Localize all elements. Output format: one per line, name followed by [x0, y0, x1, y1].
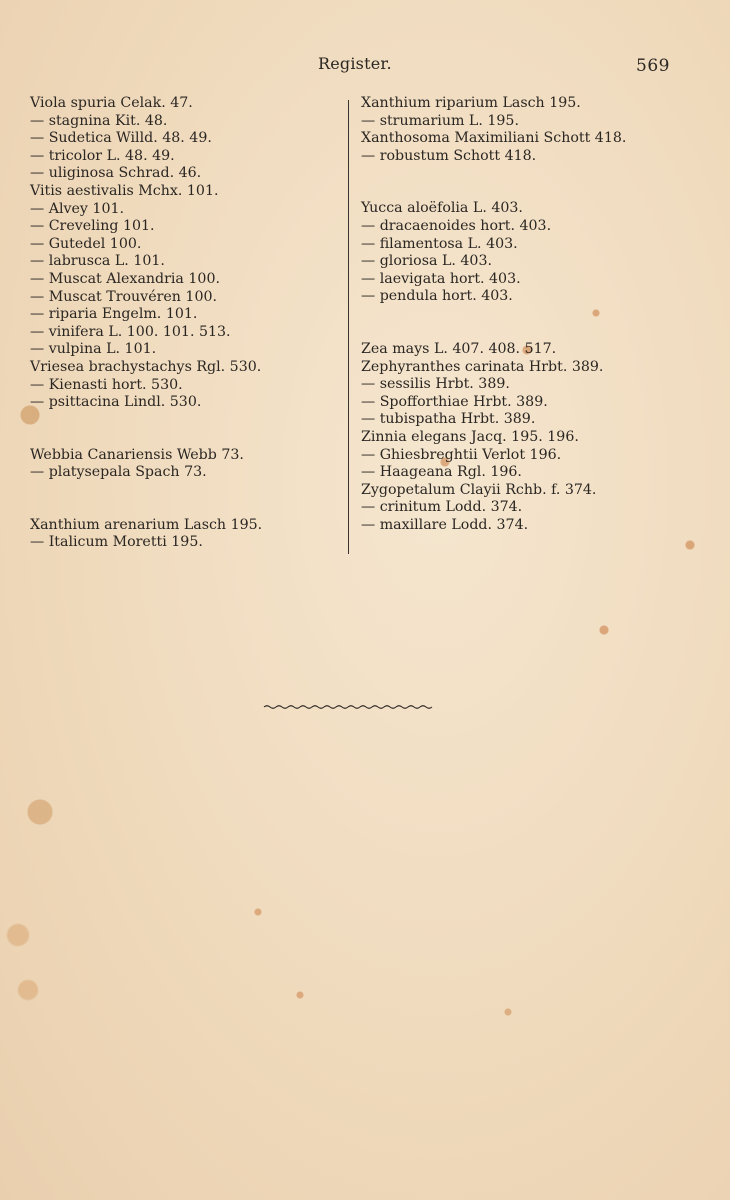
end-ornament-rule [262, 702, 434, 712]
index-entry: — riparia Engelm. 101. [30, 306, 198, 323]
index-entry: Yucca aloëfolia L. 403. [361, 200, 523, 217]
index-entry: — Haageana Rgl. 196. [361, 464, 522, 481]
index-entry: — gloriosa L. 403. [361, 253, 492, 270]
index-entry: — robustum Schott 418. [361, 147, 537, 164]
index-entry: — sessilis Hrbt. 389. [361, 376, 510, 393]
index-entry: Vitis aestivalis Mchx. 101. [30, 182, 219, 199]
index-column-left [30, 95, 262, 552]
index-entry: — Spofforthiae Hrbt. 389. [361, 393, 548, 410]
group-spacer [30, 412, 262, 447]
index-entry: — Kienasti hort. 530. [30, 376, 183, 393]
group-spacer [30, 482, 262, 517]
index-entry: — Sudetica Willd. 48. 49. [30, 130, 212, 147]
index-entry: — tricolor L. 48. 49. [30, 147, 175, 164]
index-group [30, 517, 262, 552]
index-entry: Zea mays L. 407. 408. 517. [361, 340, 557, 357]
index-entry: Vriesea brachystachys Rgl. 530. [30, 358, 262, 375]
group-spacer [361, 306, 626, 341]
index-entry: — Italicum Moretti 195. [30, 534, 203, 551]
index-entry: — tubispatha Hrbt. 389. [361, 411, 536, 428]
index-entry: — Creveling 101. [30, 218, 155, 235]
index-group [361, 341, 626, 535]
page-number: 569 [636, 56, 670, 76]
index-entry: Zephyranthes carinata Hrbt. 389. [361, 358, 604, 375]
column-divider [348, 100, 349, 554]
index-entry: — psittacina Lindl. 530. [30, 394, 202, 411]
group-spacer [361, 165, 626, 200]
index-group [361, 95, 626, 165]
index-entry: — Ghiesbreghtii Verlot 196. [361, 446, 562, 463]
index-entry: — strumarium L. 195. [361, 112, 519, 129]
index-entry: — crinitum Lodd. 374. [361, 499, 523, 516]
index-group [361, 200, 626, 306]
index-entry: — Muscat Alexandria 100. [30, 270, 220, 287]
index-entry: — platysepala Spach 73. [30, 464, 207, 481]
index-entry: — vulpina L. 101. [30, 341, 157, 358]
index-entry: Viola spuria Celak. 47. [30, 95, 193, 111]
index-entry: Webbia Canariensis Webb 73. [30, 446, 244, 463]
index-entry: — filamentosa L. 403. [361, 235, 518, 252]
index-entry: Xanthium arenarium Lasch 195. [30, 516, 263, 533]
index-group [30, 447, 262, 482]
index-group [30, 95, 262, 412]
index-entry: — laevigata hort. 403. [361, 270, 521, 287]
index-entry: Zygopetalum Clayii Rchb. f. 374. [361, 481, 597, 498]
index-entry: — pendula hort. 403. [361, 288, 513, 305]
index-entry: — Alvey 101. [30, 200, 125, 217]
index-entry: — dracaenoides hort. 403. [361, 217, 552, 234]
index-entry: — labrusca L. 101. [30, 253, 165, 270]
index-entry: Xanthosoma Maximiliani Schott 418. [361, 130, 627, 147]
index-entry: — Muscat Trouvéren 100. [30, 288, 218, 305]
index-entry: — uliginosa Schrad. 46. [30, 165, 202, 182]
page-title: Register. [318, 54, 392, 73]
index-entry: — vinifera L. 100. 101. 513. [30, 323, 231, 340]
index-entry: Xanthium riparium Lasch 195. [361, 95, 581, 111]
index-entry: — stagnina Kit. 48. [30, 112, 168, 129]
index-entry: — Gutedel 100. [30, 235, 142, 252]
index-column-right [361, 95, 626, 534]
index-entry: Zinnia elegans Jacq. 195. 196. [361, 428, 579, 445]
index-entry: — maxillare Lodd. 374. [361, 516, 529, 533]
